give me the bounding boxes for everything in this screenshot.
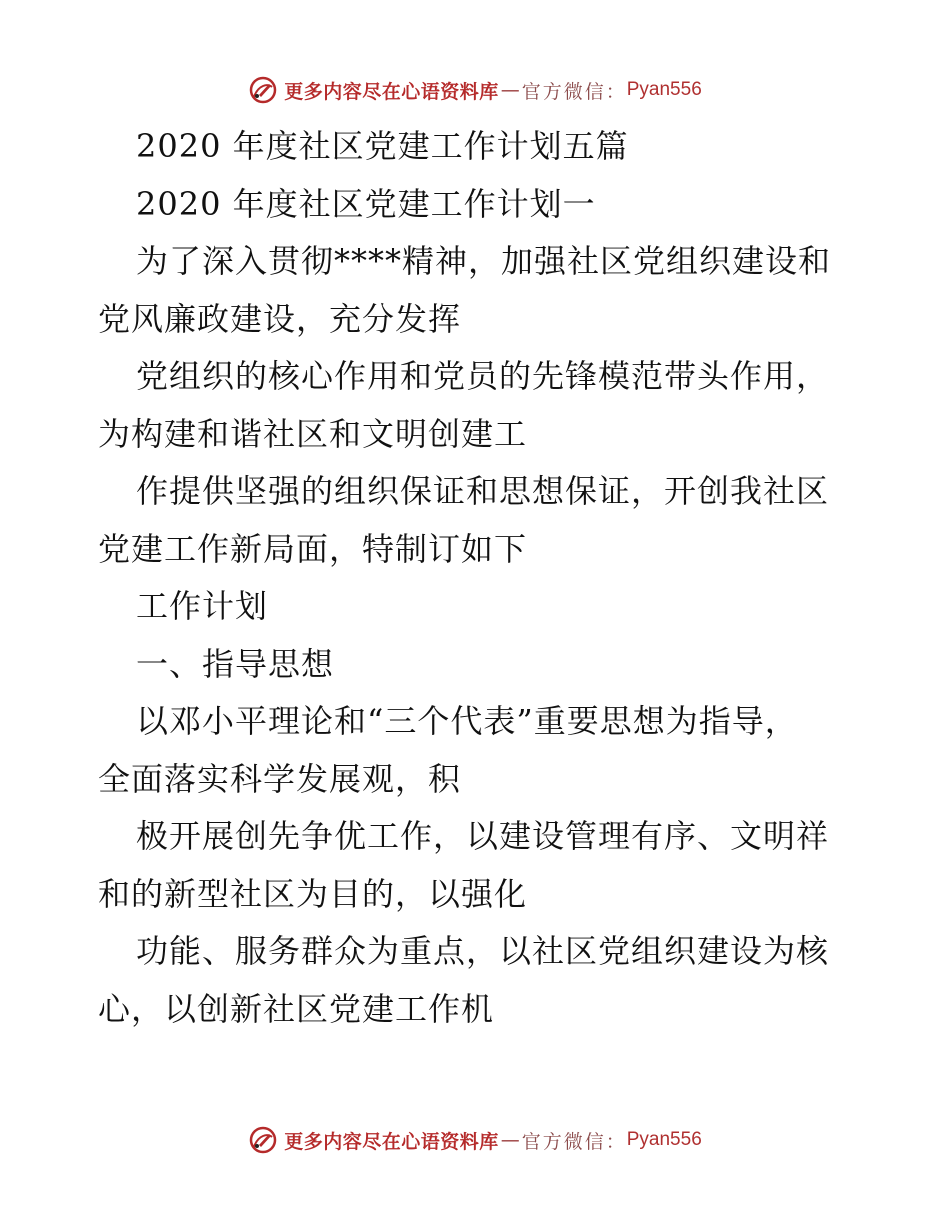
text-line: 和的新型社区为目的，以强化	[98, 874, 528, 913]
watermark-brand: 更多内容尽在心语资料库	[284, 1130, 499, 1153]
text-line: 心，以创新社区党建工作机	[98, 989, 495, 1028]
watermark-wechat-id: Pyan556	[626, 79, 702, 100]
watermark-wechat-label: 官方微信：	[521, 1130, 627, 1153]
text-line: 为构建和谐社区和文明创建工	[98, 414, 528, 453]
text-line: 党组织的核心作用和党员的先锋模范带头作用，	[136, 357, 830, 395]
text-line: 以邓小平理论和“三个代表”重要思想为指导，	[136, 702, 798, 740]
watermark-separator: —	[500, 79, 520, 101]
text-line: 党建工作新局面，特制订如下	[98, 529, 528, 568]
watermark-brand: 更多内容尽在心语资料库	[284, 80, 499, 103]
text-line: 党风廉政建设，充分发挥	[98, 299, 462, 338]
pen-swirl-logo-icon	[248, 75, 278, 105]
text-line: 作提供坚强的组织保证和思想保证，开创我社区	[136, 472, 830, 510]
watermark-wechat-id: Pyan556	[626, 1129, 702, 1150]
pen-swirl-logo-icon	[248, 1125, 278, 1155]
text-line: 功能、服务群众为重点，以社区党组织建设为核	[136, 932, 830, 970]
header-watermark	[0, 70, 950, 110]
text-line: 极开展创先争优工作，以建设管理有序、文明祥	[136, 817, 830, 855]
watermark-wechat-label: 官方微信：	[521, 80, 627, 103]
text-line: 为了深入贯彻****精神，加强社区党组织建设和	[136, 242, 832, 280]
watermark-separator: —	[500, 1129, 520, 1151]
text-line: 工作计划	[136, 587, 269, 625]
text-line: 2020 年度社区党建工作计划一	[136, 184, 596, 223]
document-body	[98, 118, 858, 1038]
text-line: 2020 年度社区党建工作计划五篇	[136, 127, 629, 165]
text-line: 全面落实科学发展观，积	[98, 759, 462, 798]
text-line: 一、指导思想	[136, 644, 335, 683]
footer-watermark	[0, 1120, 950, 1160]
